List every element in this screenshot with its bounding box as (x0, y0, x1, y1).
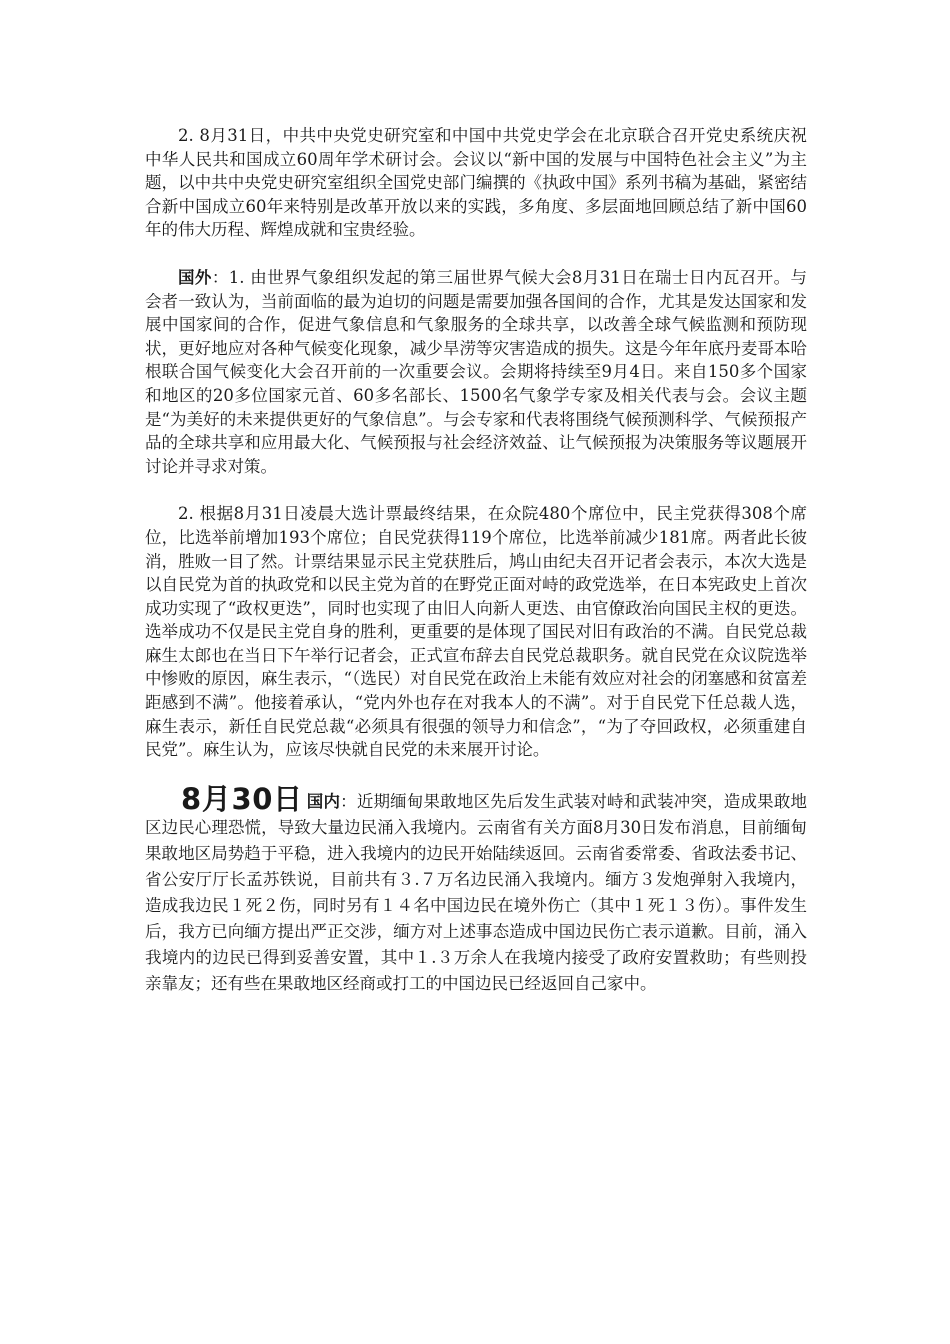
section-lead: 国内 (306, 791, 341, 811)
paragraph-lead: 国外 (178, 267, 212, 287)
paragraph-text: 2. 根据8月31日凌晨大选计票最终结果，在众院480个席位中，民主党获得308个席位，比选举前增加193个席位；自民党获得119个席位，比选举前减少181席。两者此长彼消，胜败一目了然。计票结果显示民主党获胜后，鸠山由纪夫召开记者会表示，本次大选是以自民党为首的执政党和以民主党为首的在野党正面对峙的政党选举，在日本宪政史上首次成功实现了“政权更迭”，同时也实现了由旧人向新人更迭、由官僚政治向国民主权的更迭。选举成功不仅是民主党自身的胜利，更重要的是体现了国民对旧有政治的不满。自民党总裁麻生太郎也在当日下午举行记者会，正式宣布辞去自民党总裁职务。就自民党在众议院选举中惨败的原因，麻生表示，“（选民）对自民党在政治上未能有效应对社会的闭塞感和贫富差距感到不满”。他接着承认，“党内外也存在对我本人的不满”。对于自民党下任总裁人选，麻生表示，新任自民党总裁“必须具有很强的领导力和信念”，“为了夺回政权，必须重建自民党”。麻生认为，应该尽快就自民党的未来展开讨论。 (145, 504, 807, 760)
paragraph-japan-election (145, 502, 807, 762)
paragraph-text: ：1. 由世界气象组织发起的第三届世界气候大会8月31日在瑞士日内瓦召开。与会者一致认为，当前面临的最为迫切的问题是需要加强各国间的合作，尤其是发达国家和发展中国家间的合作，促进气象信息和气象服务的全球共享，以改善全球气候监测和预防现状，更好地应对各种气候变化现象，减少旱涝等灾害造成的损失。这是今年年底丹麦哥本哈根联合国气候变化大会召开前的一次重要会议。会期将持续至9月4日。来自150多个国家和地区的20多位国家元首、60多名部长、1500名气象学专家及相关代表与会。会议主题是“为美好的未来提供更好的气象信息”。与会专家和代表将围绕气候预测科学、气候预报产品的全球共享和应用最大化、气候预报与社会经济效益、让气候预报为决策服务等议题展开讨论并寻求对策。 (145, 267, 808, 476)
paragraph-text: 2. 8月31日，中共中央党史研究室和中国中共党史学会在北京联合召开党史系统庆祝中华人民共和国成立60周年学术研讨会。会议以“新中国的发展与中国特色社会主义”为主题，以中共中央党史研究室组织全国党史部门编撰的《执政中国》系列书稿为基础，紧密结合新中国成立60年来特别是改革开放以来的实践，多角度、多层面地回顾总结了新中国60年的伟大历程、辉煌成就和宝贵经验。 (145, 126, 807, 240)
section-aug-30 (145, 781, 808, 997)
paragraph-party-history-symposium (145, 124, 807, 242)
paragraph-world-climate-conference (145, 266, 807, 478)
document-page (145, 124, 807, 997)
section-text: ：近期缅甸果敢地区先后发生武装对峙和武装冲突，造成果敢地区边民心理恐慌，导致大量边民涌入我境内。云南省有关方面8月30日发布消息，目前缅甸果敢地区局势趋于平稳，进入我境内的边民开始陆续返回。云南省委常委、省政法委书记、省公安厅厅长孟苏铁说，目前共有３.７万名边民涌入我境内。缅方３发炮弹射入我境内，造成我边民１死２伤，同时另有１４名中国边民在境外伤亡（其中１死１３伤）。事件发生后，我方已向缅方提出严正交涉，缅方对上述事态造成中国边民伤亡表示道歉。目前，涌入我境内的边民已得到妥善安置，其中１.３万余人在我境内接受了政府安置救助；有些则投亲靠友；还有些在果敢地区经商或打工的中国边民已经返回自己家中。 (145, 791, 808, 993)
section-date-heading: 8月30日 (181, 781, 303, 816)
